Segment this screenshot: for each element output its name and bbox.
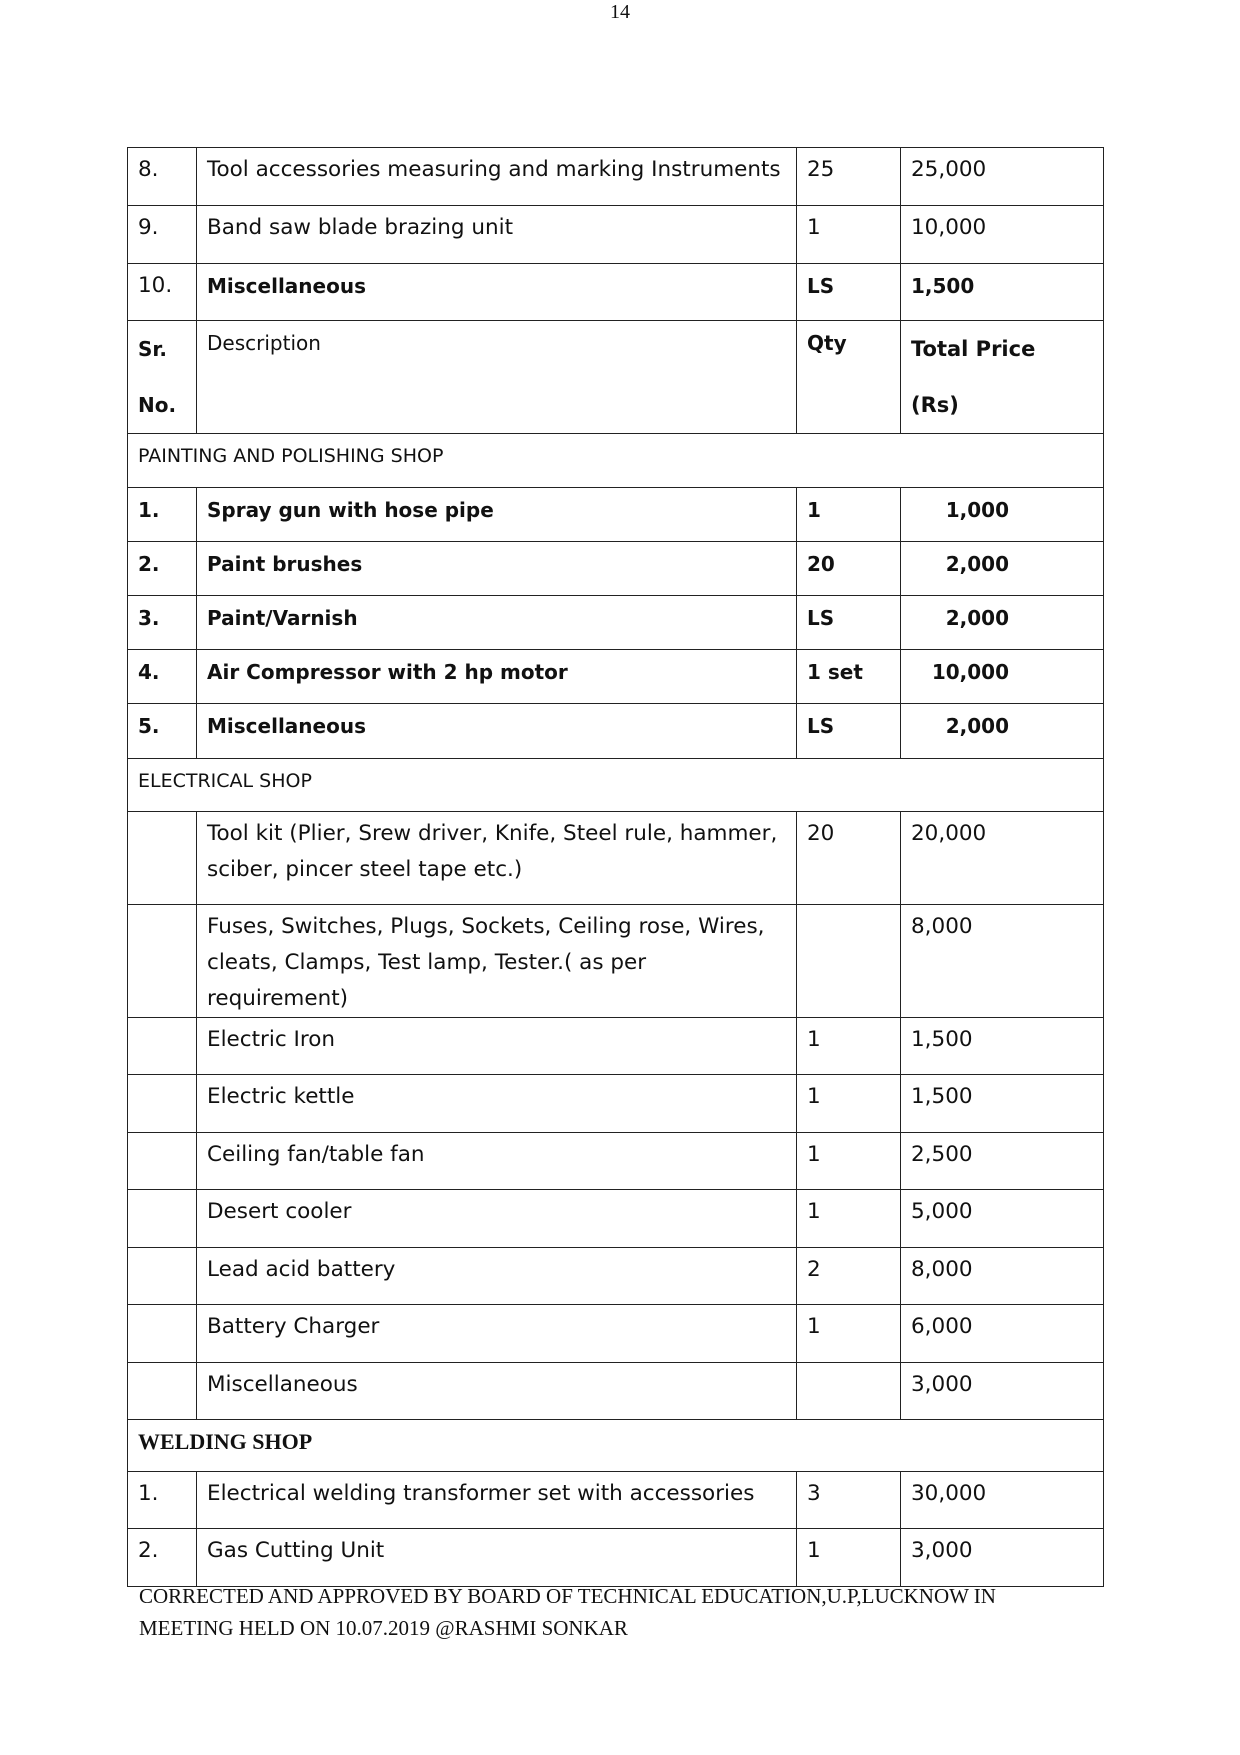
sr-cell: [128, 1018, 197, 1075]
section-title: ELECTRICAL SHOP: [128, 759, 1104, 812]
description-cell: Lead acid battery: [197, 1248, 797, 1305]
description-cell: Miscellaneous: [197, 704, 797, 759]
header-sr: [128, 321, 197, 434]
sr-cell: [128, 1075, 197, 1133]
sr-cell: 1.: [128, 488, 197, 542]
sr-cell: 2.: [128, 542, 197, 596]
price-cell: 10,000: [901, 206, 1104, 264]
description-cell: Fuses, Switches, Plugs, Sockets, Ceiling rose, Wires, cleats, Clamps, Test lamp, Tester.( as per requirement): [197, 905, 797, 1018]
sr-cell: 3.: [128, 596, 197, 650]
section-row-painting: [128, 434, 1104, 488]
section-row-welding: [128, 1420, 1104, 1472]
description-cell: Spray gun with hose pipe: [197, 488, 797, 542]
description-cell: Tool kit (Plier, Srew driver, Knife, Steel rule, hammer, sciber, pincer steel tape etc.): [197, 812, 797, 905]
table-row: [128, 1190, 1104, 1248]
price-cell: 2,000: [901, 596, 1104, 650]
sr-cell: 9.: [128, 206, 197, 264]
price-cell: 8,000: [901, 905, 1104, 1018]
sr-cell: [128, 1305, 197, 1363]
table-row: [128, 488, 1104, 542]
table-row: [128, 1305, 1104, 1363]
qty-cell: LS: [797, 704, 901, 759]
description-cell: Paint/Varnish: [197, 596, 797, 650]
price-cell: 20,000: [901, 812, 1104, 905]
qty-cell: 1: [797, 1305, 901, 1363]
table-row: [128, 1018, 1104, 1075]
header-qty: Qty: [797, 321, 901, 434]
price-cell: 10,000: [901, 650, 1104, 704]
description-cell: Electric Iron: [197, 1018, 797, 1075]
description-cell: Desert cooler: [197, 1190, 797, 1248]
price-cell: 1,500: [901, 1075, 1104, 1133]
price-cell: 1,000: [901, 488, 1104, 542]
header-description: Description: [197, 321, 797, 434]
equipment-table: [127, 147, 1104, 1587]
qty-cell: 20: [797, 812, 901, 905]
table-row: [128, 812, 1104, 905]
section-row-electrical: [128, 759, 1104, 812]
qty-cell: 1 set: [797, 650, 901, 704]
sr-cell: 4.: [128, 650, 197, 704]
qty-cell: [797, 905, 901, 1018]
qty-cell: 1: [797, 1190, 901, 1248]
price-cell: 30,000: [901, 1472, 1104, 1529]
table-row: [128, 905, 1104, 1018]
qty-cell: LS: [797, 264, 901, 321]
price-cell: 2,000: [901, 704, 1104, 759]
sr-cell: 1.: [128, 1472, 197, 1529]
qty-cell: 20: [797, 542, 901, 596]
description-cell: Tool accessories measuring and marking Instruments: [197, 148, 797, 206]
table-row: [128, 1472, 1104, 1529]
footer-line-1: CORRECTED AND APPROVED BY BOARD OF TECHNICAL EDUCATION,U.P,LUCKNOW IN: [139, 1584, 996, 1608]
price-cell: 2,500: [901, 1133, 1104, 1190]
header-price: [901, 321, 1104, 434]
table-row: [128, 596, 1104, 650]
header-sr-line1: Sr.: [138, 337, 168, 361]
description-cell: Paint brushes: [197, 542, 797, 596]
price-cell: 2,000: [901, 542, 1104, 596]
page-number: 14: [610, 1, 630, 23]
sr-cell: [128, 1363, 197, 1420]
table-row: [128, 206, 1104, 264]
sr-cell: [128, 1133, 197, 1190]
qty-cell: 1: [797, 1075, 901, 1133]
section-title: PAINTING AND POLISHING SHOP: [128, 434, 1104, 488]
table-row: [128, 148, 1104, 206]
qty-cell: 3: [797, 1472, 901, 1529]
sr-cell: [128, 1190, 197, 1248]
header-sr-line2: No.: [138, 393, 177, 417]
header-price-line2: (Rs): [911, 393, 959, 417]
description-cell: Electrical welding transformer set with accessories: [197, 1472, 797, 1529]
price-cell: 25,000: [901, 148, 1104, 206]
description-cell: Air Compressor with 2 hp motor: [197, 650, 797, 704]
price-cell: 3,000: [901, 1529, 1104, 1587]
price-cell: 3,000: [901, 1363, 1104, 1420]
qty-cell: 1: [797, 1018, 901, 1075]
footer-line-2: MEETING HELD ON 10.07.2019 @RASHMI SONKAR: [139, 1616, 628, 1640]
table-row: [128, 1529, 1104, 1587]
table-row: [128, 1363, 1104, 1420]
section-title: WELDING SHOP: [128, 1420, 1104, 1472]
table-row: [128, 1133, 1104, 1190]
table-row: [128, 704, 1104, 759]
qty-cell: 1: [797, 206, 901, 264]
price-cell: 5,000: [901, 1190, 1104, 1248]
description-cell: Gas Cutting Unit: [197, 1529, 797, 1587]
description-cell: Battery Charger: [197, 1305, 797, 1363]
header-price-line1: Total Price: [911, 337, 1036, 361]
description-cell: Miscellaneous: [197, 1363, 797, 1420]
price-cell: 1,500: [901, 1018, 1104, 1075]
sr-cell: [128, 1248, 197, 1305]
sr-cell: 5.: [128, 704, 197, 759]
description-cell: Miscellaneous: [197, 264, 797, 321]
table-row: [128, 650, 1104, 704]
qty-cell: 1: [797, 1133, 901, 1190]
description-cell: Ceiling fan/table fan: [197, 1133, 797, 1190]
qty-cell: 25: [797, 148, 901, 206]
sr-cell: 8.: [128, 148, 197, 206]
qty-cell: LS: [797, 596, 901, 650]
description-cell: Band saw blade brazing unit: [197, 206, 797, 264]
sr-cell: [128, 812, 197, 905]
table-row: [128, 1248, 1104, 1305]
table-header-row: [128, 321, 1104, 434]
qty-cell: 2: [797, 1248, 901, 1305]
table-row: [128, 542, 1104, 596]
approval-footer: [139, 1580, 1099, 1644]
qty-cell: 1: [797, 1529, 901, 1587]
sr-cell: [128, 905, 197, 1018]
qty-cell: 1: [797, 488, 901, 542]
description-cell: Electric kettle: [197, 1075, 797, 1133]
table-row: [128, 1075, 1104, 1133]
price-cell: 8,000: [901, 1248, 1104, 1305]
price-cell: 1,500: [901, 264, 1104, 321]
price-cell: 6,000: [901, 1305, 1104, 1363]
table-row: [128, 264, 1104, 321]
qty-cell: [797, 1363, 901, 1420]
sr-cell: 2.: [128, 1529, 197, 1587]
sr-cell: 10.: [128, 264, 197, 321]
